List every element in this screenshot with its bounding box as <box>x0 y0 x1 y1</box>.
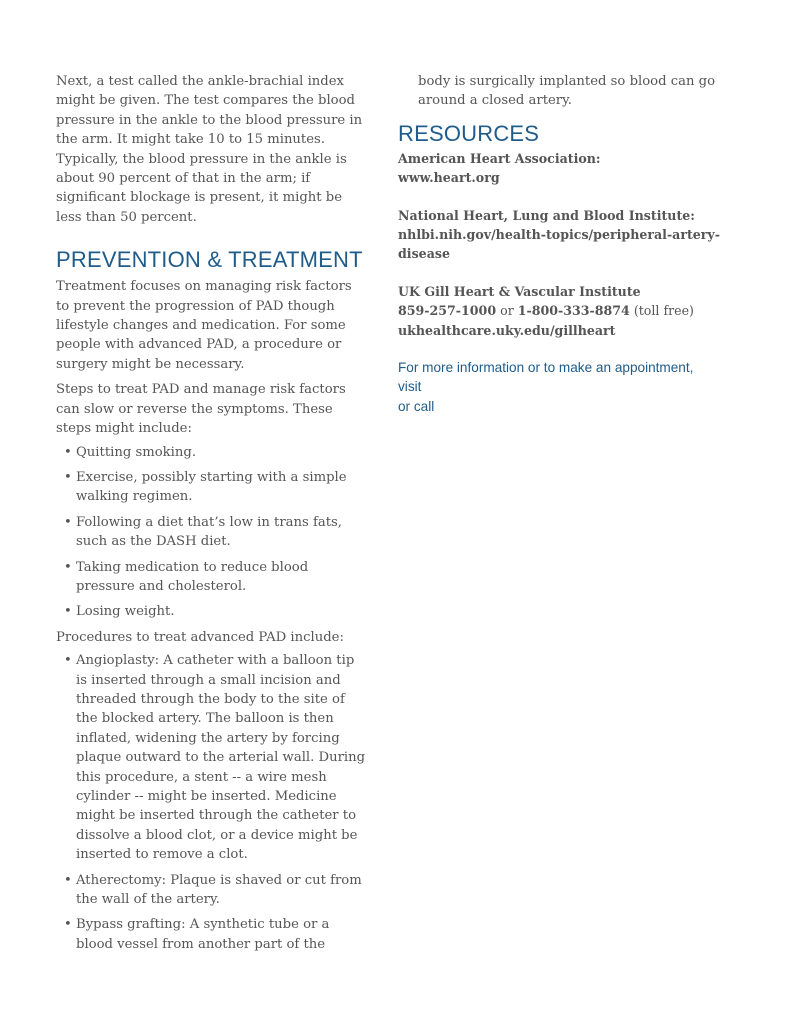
resource-name: National Heart, Lung and Blood Institute: <box>398 207 695 223</box>
intro-paragraph: Next, a test called the ankle-brachial index might be given. The test compares the blood pressure in the ankle to the blood pressure in the arm. It might take 10 to 15 minutes. Typically, the blood pressure in the ankle is about 90 percent of that in the arm; if significant blockage is present, it might be less than 50 percent. <box>56 74 363 225</box>
steps-list <box>56 443 368 622</box>
resource-uk-gill <box>398 282 728 340</box>
resources-heading: RESOURCES <box>398 120 540 146</box>
phone-number-toll-free[interactable]: 1-800-333-8874 <box>517 303 630 319</box>
bullet: • <box>64 559 72 575</box>
phone-number-local[interactable]: 859-257-1000 <box>398 303 497 319</box>
list-item: • Angioplasty: A catheter with a balloon tip is inserted through a small incision and threaded through the body to the site of the blocked artery. The balloon is then inflated, widening the artery by forcing plaque outward to the arterial wall. During this procedure, a stent -- a wire mesh cylinder -- might be inserted. Medicine might be inserted through the catheter to dissolve a blood clot, or a device might be inserted to remove a clot. <box>64 653 366 863</box>
bullet: • <box>64 604 72 620</box>
resource-nhlbi <box>398 206 728 264</box>
resource-name: UK Gill Heart & Vascular Institute <box>398 283 641 299</box>
list-item: • Atherectomy: Plaque is shaved or cut from the wall of the artery. <box>64 872 362 908</box>
list-item: • Exercise, possibly starting with a simple walking regimen. <box>64 469 347 505</box>
procedures-list <box>56 651 368 954</box>
resource-link[interactable]: ukhealthcare.uky.edu/gillheart <box>398 322 616 338</box>
resource-aha <box>398 149 728 188</box>
left-column <box>56 72 368 960</box>
list-item: • Taking medication to reduce blood pressure and cholesterol. <box>64 559 309 594</box>
bullet: • <box>64 653 72 669</box>
toll-free-label: (toll free) <box>633 303 694 319</box>
prevention-heading: PREVENTION & TREATMENT <box>56 247 363 273</box>
bullet: • <box>64 917 72 933</box>
treatment-paragraph: Treatment focuses on managing risk factors to prevent the progression of PAD though lifestyle changes and medication. For some people with advanced PAD, a procedure or surgery might be necessary. <box>56 279 352 372</box>
contact-line-3: or call <box>398 398 435 414</box>
resource-link[interactable]: nhlbi.nih.gov/health-topics/peripheral-artery-disease <box>398 227 720 262</box>
procedures-intro: Procedures to treat advanced PAD include: <box>56 629 344 645</box>
bypass-continuation: body is surgically implanted so blood can go around a closed artery. <box>418 74 716 109</box>
bullet: • <box>64 469 72 485</box>
right-column <box>398 72 728 416</box>
phone-line <box>398 301 728 320</box>
steps-intro: Steps to treat PAD and manage risk factors can slow or reverse the symptoms. These steps might include: <box>56 382 346 437</box>
contact-line-1: For more information or to make an appointment, <box>398 360 694 376</box>
contact-info <box>398 358 728 416</box>
bullet: • <box>64 514 72 530</box>
bullet: • <box>64 872 72 888</box>
contact-line-2: visit <box>398 379 422 395</box>
resource-name: American Heart Association: <box>398 150 601 166</box>
bullet: • <box>64 444 72 460</box>
list-item: • Losing weight. <box>56 602 368 621</box>
list-item: • Quitting smoking. <box>56 443 368 462</box>
list-item: • Following a diet that’s low in trans fats, such as the DASH diet. <box>64 514 342 550</box>
resource-link[interactable]: www.heart.org <box>398 170 500 186</box>
list-item: • Bypass grafting: A synthetic tube or a blood vessel from another part of the <box>64 917 330 952</box>
or-text: or <box>500 303 514 319</box>
